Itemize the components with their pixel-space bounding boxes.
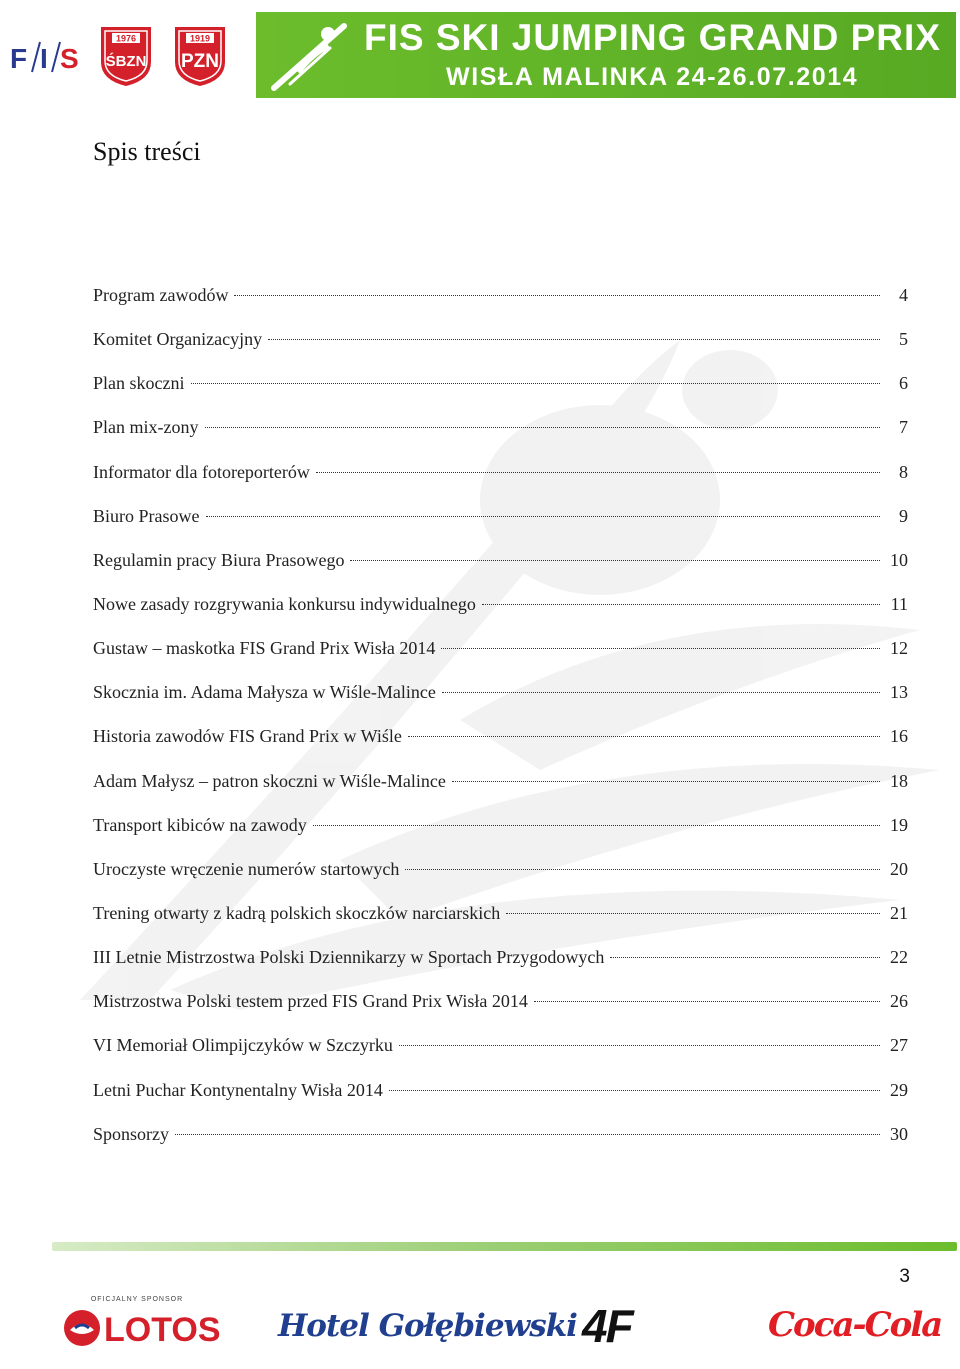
toc-entry-label: Historia zawodów FIS Grand Prix w Wiśle: [93, 726, 402, 747]
lotos-logo: [62, 1296, 221, 1352]
toc-entry-page: 5: [899, 329, 908, 350]
toc-leader-dots: [441, 648, 880, 649]
pzn-logo-abbr: PZN: [181, 51, 219, 72]
coca-cola-logo: [768, 1300, 942, 1356]
toc-entry-page: 10: [890, 549, 908, 570]
toc-entry[interactable]: [93, 942, 908, 986]
toc-entry-label: Skocznia im. Adama Małysza w Wiśle-Malince: [93, 682, 436, 703]
toc-leader-dots: [191, 383, 881, 384]
toc-entry[interactable]: [93, 1075, 908, 1119]
toc-entry[interactable]: [93, 986, 908, 1030]
lotos-wordmark: LOTOS: [104, 1311, 221, 1349]
toc-leader-dots: [506, 913, 880, 914]
toc-leader-dots: [452, 781, 880, 782]
event-banner: [256, 12, 956, 98]
toc-entry-label: Mistrzostwa Polski testem przed FIS Grand Prix Wisła 2014: [93, 991, 528, 1012]
toc-leader-dots: [234, 295, 880, 296]
toc-entry-label: Uroczyste wręczenie numerów startowych: [93, 858, 400, 879]
toc-entry-page: 27: [890, 1035, 908, 1056]
toc-entry-label: Nowe zasady rozgrywania konkursu indywidualnego: [93, 593, 476, 614]
toc-entry-page: 22: [890, 947, 908, 968]
page-number: 3: [899, 1266, 910, 1287]
sbzn-logo: [98, 24, 154, 88]
toc-entry-label: Plan skoczni: [93, 373, 185, 394]
toc-entry-label: Regulamin pracy Biura Prasowego: [93, 549, 345, 570]
toc-entry-label: Program zawodów: [93, 285, 229, 305]
toc-entry-page: 29: [890, 1079, 908, 1100]
toc-entry[interactable]: [93, 721, 908, 765]
footer-divider: [52, 1242, 957, 1251]
toc-leader-dots: [534, 1001, 880, 1002]
toc-entry[interactable]: [93, 501, 908, 545]
svg-text:I: I: [40, 43, 48, 74]
toc-entry[interactable]: [93, 412, 908, 456]
toc-entry-page: 12: [890, 638, 908, 659]
toc-leader-dots: [399, 1045, 880, 1046]
svg-text:F: F: [10, 43, 28, 74]
toc-entry-label: Letni Puchar Kontynentalny Wisła 2014: [93, 1079, 383, 1100]
toc-entry-label: Plan mix-zony: [93, 417, 199, 438]
hotel-golebiewski-wordmark: Hotel Gołębiewski: [278, 1308, 577, 1344]
toc-leader-dots: [408, 736, 880, 737]
toc-entry[interactable]: [93, 368, 908, 412]
toc-leader-dots: [350, 560, 880, 561]
page-header: [0, 0, 960, 110]
toc-entry-page: 30: [890, 1123, 908, 1144]
toc-entry-page: 18: [890, 770, 908, 791]
toc-entry-page: 21: [890, 902, 908, 923]
toc-leader-dots: [389, 1090, 880, 1091]
toc-entry-page: 6: [899, 373, 908, 394]
banner-title: FIS SKI JUMPING GRAND PRIX: [364, 17, 941, 58]
toc-leader-dots: [206, 516, 881, 517]
toc-leader-dots: [442, 692, 880, 693]
toc-entry-label: VI Memoriał Olimpijczyków w Szczyrku: [93, 1035, 393, 1056]
toc-entry-label: Informator dla fotoreporterów: [93, 461, 310, 482]
toc-entry-page: 9: [899, 505, 908, 526]
toc-entry[interactable]: [93, 545, 908, 589]
toc-title: Spis treści: [93, 137, 201, 166]
coca-cola-wordmark: Coca-Cola: [768, 1305, 942, 1345]
toc-leader-dots: [405, 869, 880, 870]
toc-entry[interactable]: [93, 280, 908, 324]
hotel-golebiewski-logo: [278, 1304, 577, 1350]
svg-text:S: S: [60, 43, 79, 74]
toc-leader-dots: [482, 604, 880, 605]
toc-entry-page: 13: [890, 682, 908, 703]
toc-entry-page: 7: [899, 417, 908, 438]
toc-entry-page: 16: [890, 726, 908, 747]
toc-entry-page: 4: [899, 285, 908, 305]
toc-entry-page: 8: [899, 461, 908, 482]
toc-entry[interactable]: [93, 898, 908, 942]
toc-entry[interactable]: [93, 1119, 908, 1163]
toc-entry-page: 26: [890, 991, 908, 1012]
toc-entry-label: Sponsorzy: [93, 1123, 169, 1144]
toc-entry[interactable]: [93, 677, 908, 721]
pzn-logo-year: 1919: [189, 33, 211, 44]
toc-leader-dots: [268, 339, 880, 340]
fis-logo-text: FIS: [10, 36, 12, 37]
banner-subtitle: WISŁA MALINKA 24-26.07.2014: [446, 63, 859, 91]
toc-entry-label: III Letnie Mistrzostwa Polski Dziennikarzy w Sportach Przygodowych: [93, 947, 605, 968]
ski-jumper-icon: [270, 18, 350, 92]
toc-entry[interactable]: [93, 854, 908, 898]
toc-entry[interactable]: [93, 589, 908, 633]
toc-entry-page: 11: [890, 593, 908, 614]
toc-entry[interactable]: [93, 766, 908, 810]
toc-leader-dots: [316, 472, 880, 473]
toc-entry-label: Adam Małysz – patron skoczni w Wiśle-Malince: [93, 770, 446, 791]
toc-entry[interactable]: [93, 457, 908, 501]
toc-entry-page: 19: [890, 814, 908, 835]
toc-leader-dots: [175, 1134, 880, 1135]
toc-entry[interactable]: [93, 810, 908, 854]
toc-leader-dots: [313, 825, 880, 826]
toc-list: [93, 280, 908, 1163]
4f-wordmark: 4F: [582, 1300, 632, 1352]
fis-logo: [10, 36, 84, 76]
toc-entry-page: 20: [890, 858, 908, 879]
toc-entry[interactable]: [93, 324, 908, 368]
sbzn-logo-abbr: ŚBZN: [105, 53, 147, 70]
toc-entry[interactable]: [93, 633, 908, 677]
toc-entry[interactable]: [93, 1030, 908, 1074]
4f-logo: [582, 1300, 670, 1352]
toc-entry-label: Biuro Prasowe: [93, 505, 200, 526]
official-sponsor-caption: OFICJALNY SPONSOR: [90, 1296, 184, 1303]
lotos-flower-icon: [62, 1308, 102, 1348]
pzn-logo: [172, 24, 228, 88]
toc-entry-label: Gustaw – maskotka FIS Grand Prix Wisła 2014: [93, 638, 436, 659]
toc-leader-dots: [610, 957, 880, 958]
toc-leader-dots: [205, 427, 881, 428]
toc-entry-label: Transport kibiców na zawody: [93, 814, 307, 835]
toc-entry-label: Trening otwarty z kadrą polskich skoczków narciarskich: [93, 902, 501, 923]
toc-entry-label: Komitet Organizacyjny: [93, 329, 263, 350]
sbzn-logo-year: 1976: [115, 33, 137, 44]
